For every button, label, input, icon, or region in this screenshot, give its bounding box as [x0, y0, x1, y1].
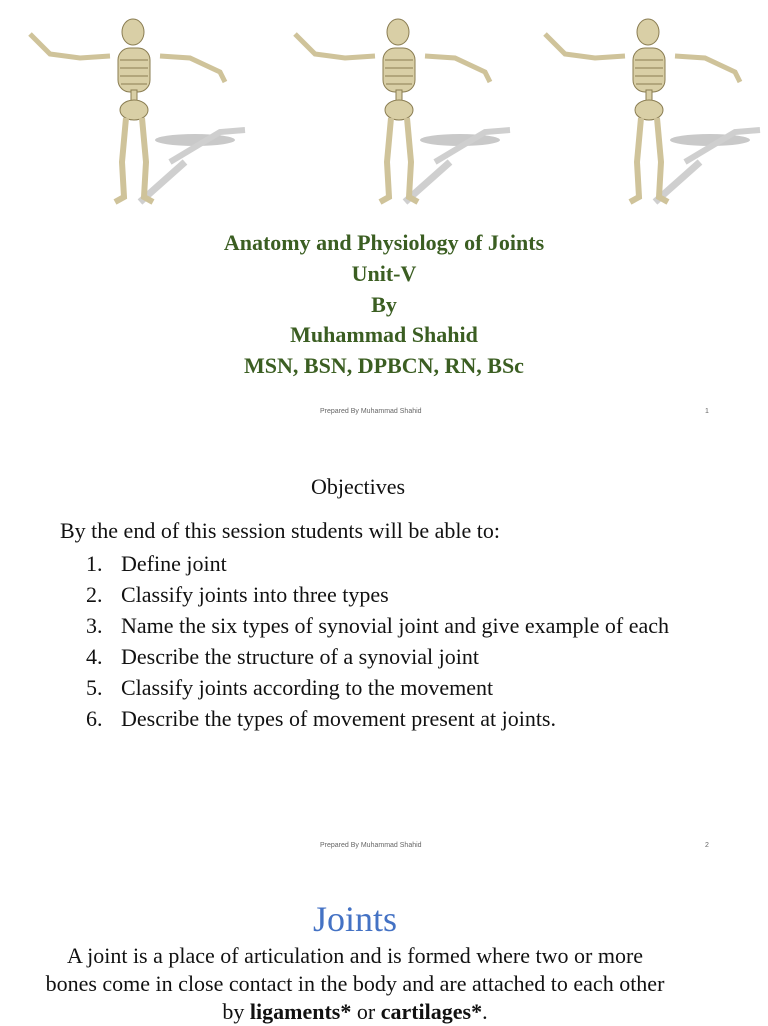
- objectives-list: [86, 550, 726, 736]
- list-text: Name the six types of synovial joint and give example of each: [121, 613, 670, 638]
- skeleton-icon: [20, 12, 250, 212]
- skeleton-icon: [285, 12, 515, 212]
- objectives-intro: By the end of this session students will be able to:: [60, 518, 500, 543]
- para-text: .: [482, 999, 488, 1024]
- list-number: 6.: [86, 706, 103, 731]
- bold-term-ligaments: ligaments*: [249, 999, 352, 1024]
- list-text: Describe the types of movement present at joints.: [121, 706, 556, 731]
- objectives-heading: Objectives: [310, 474, 406, 499]
- title-line: Muhammad Shahid: [290, 322, 478, 347]
- list-text: Classify joints into three types: [121, 582, 389, 607]
- list-text: Classify joints according to the movement: [121, 675, 494, 700]
- list-item: [86, 674, 726, 702]
- para-text: or: [351, 999, 381, 1024]
- list-item: [86, 643, 726, 671]
- footer-text: Prepared By Muhammad Shahid: [320, 408, 422, 415]
- joints-heading: Joints: [312, 899, 398, 939]
- list-item: [86, 705, 726, 733]
- title-line: Anatomy and Physiology of Joints: [223, 230, 545, 255]
- list-item: [86, 612, 726, 640]
- para-text: A joint is a place of articulation and is formed where two or more bones come in close contact in the body and are attached to each other by: [45, 943, 665, 1024]
- list-text: Define joint: [121, 551, 227, 576]
- list-number: 1.: [86, 551, 103, 576]
- list-text: Describe the structure of a synovial joint: [121, 644, 480, 669]
- page-number: 2: [705, 842, 709, 849]
- joints-paragraph: [40, 942, 670, 1026]
- list-item: [86, 550, 726, 578]
- footer-text: Prepared By Muhammad Shahid: [320, 842, 422, 849]
- page-number: 1: [705, 408, 709, 415]
- bold-term-cartilages: cartilages*: [380, 999, 483, 1024]
- title-line: MSN, BSN, DPBCN, RN, BSc: [244, 353, 524, 378]
- list-number: 3.: [86, 613, 103, 638]
- skeleton-icon: [535, 12, 765, 212]
- list-number: 4.: [86, 644, 103, 669]
- title-line: Unit-V: [351, 261, 417, 286]
- list-item: [86, 581, 726, 609]
- list-number: 5.: [86, 675, 103, 700]
- title-line: By: [371, 292, 397, 317]
- list-number: 2.: [86, 582, 103, 607]
